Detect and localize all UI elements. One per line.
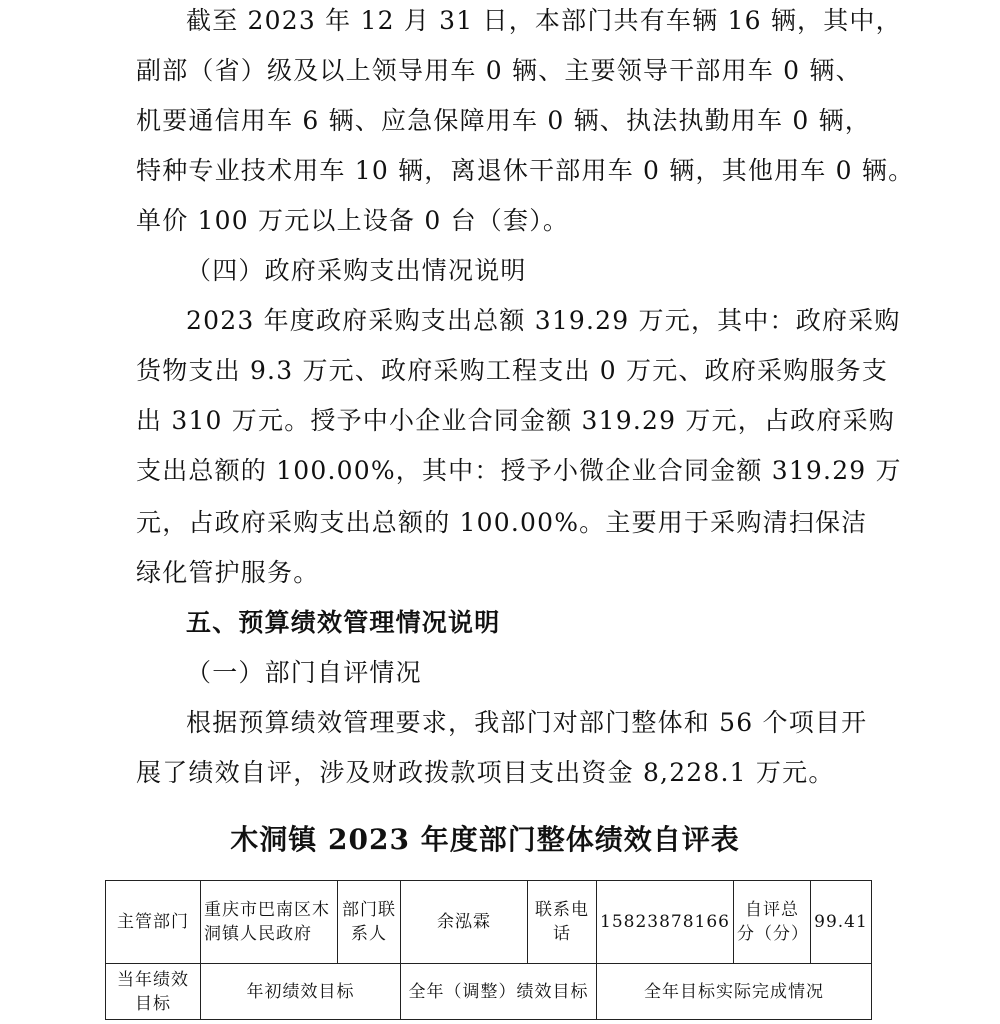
contact-label-cell: 部门联系人	[338, 881, 401, 964]
paragraph-line: 支出总额的 100.00%，其中：授予小微企业合同金额 319.29 万	[136, 456, 902, 485]
paragraph-line: 特种专业技术用车 10 辆，离退休干部用车 0 辆，其他用车 0 辆。	[136, 156, 915, 185]
dept-value-cell: 重庆市巴南区木洞镇人民政府	[201, 881, 338, 964]
paragraph-line: 展了绩效自评，涉及财政拨款项目支出资金 8,228.1 万元。	[136, 758, 835, 787]
contact-value-cell: 余泓霖	[401, 881, 528, 964]
initial-goal-cell: 年初绩效目标	[201, 964, 401, 1020]
section-heading: （四）政府采购支出情况说明	[186, 256, 527, 285]
table-row	[106, 964, 872, 1020]
phone-value-cell: 15823878166	[597, 881, 734, 964]
paragraph-line: 元，占政府采购支出总额的 100.00%。主要用于采购清扫保洁	[136, 508, 868, 537]
paragraph-line: 出 310 万元。授予中小企业合同金额 319.29 万元，占政府采购	[136, 406, 895, 435]
goal-label-cell: 当年绩效目标	[106, 964, 201, 1020]
paragraph-line: 单价 100 万元以上设备 0 台（套）。	[136, 206, 570, 235]
paragraph-line: 货物支出 9.3 万元、政府采购工程支出 0 万元、政府采购服务支	[136, 356, 889, 385]
paragraph-line: 2023 年度政府采购支出总额 319.29 万元，其中：政府采购	[186, 306, 901, 335]
paragraph-line: 机要通信用车 6 辆、应急保障用车 0 辆、执法执勤用车 0 辆，	[136, 106, 871, 135]
table-row	[106, 881, 872, 964]
score-value-cell: 99.41	[810, 881, 871, 964]
table-title: 木洞镇 2023 年度部门整体绩效自评表	[230, 823, 740, 856]
actual-completion-cell: 全年目标实际完成情况	[597, 964, 872, 1020]
paragraph-line: 副部（省）级及以上领导用车 0 辆、主要领导干部用车 0 辆、	[136, 56, 862, 85]
paragraph-line: 截至 2023 年 12 月 31 日，本部门共有车辆 16 辆，其中，	[186, 6, 902, 35]
phone-label-cell: 联系电话	[528, 881, 597, 964]
section-heading: （一）部门自评情况	[186, 658, 422, 687]
paragraph-line: 绿化管护服务。	[136, 558, 320, 587]
score-label-cell: 自评总分（分）	[733, 881, 810, 964]
dept-label-cell: 主管部门	[106, 881, 201, 964]
performance-table	[105, 880, 872, 1020]
adjusted-goal-cell: 全年（调整）绩效目标	[401, 964, 597, 1020]
section-heading: 五、预算绩效管理情况说明	[186, 608, 501, 637]
paragraph-line: 根据预算绩效管理要求，我部门对部门整体和 56 个项目开	[186, 708, 868, 737]
